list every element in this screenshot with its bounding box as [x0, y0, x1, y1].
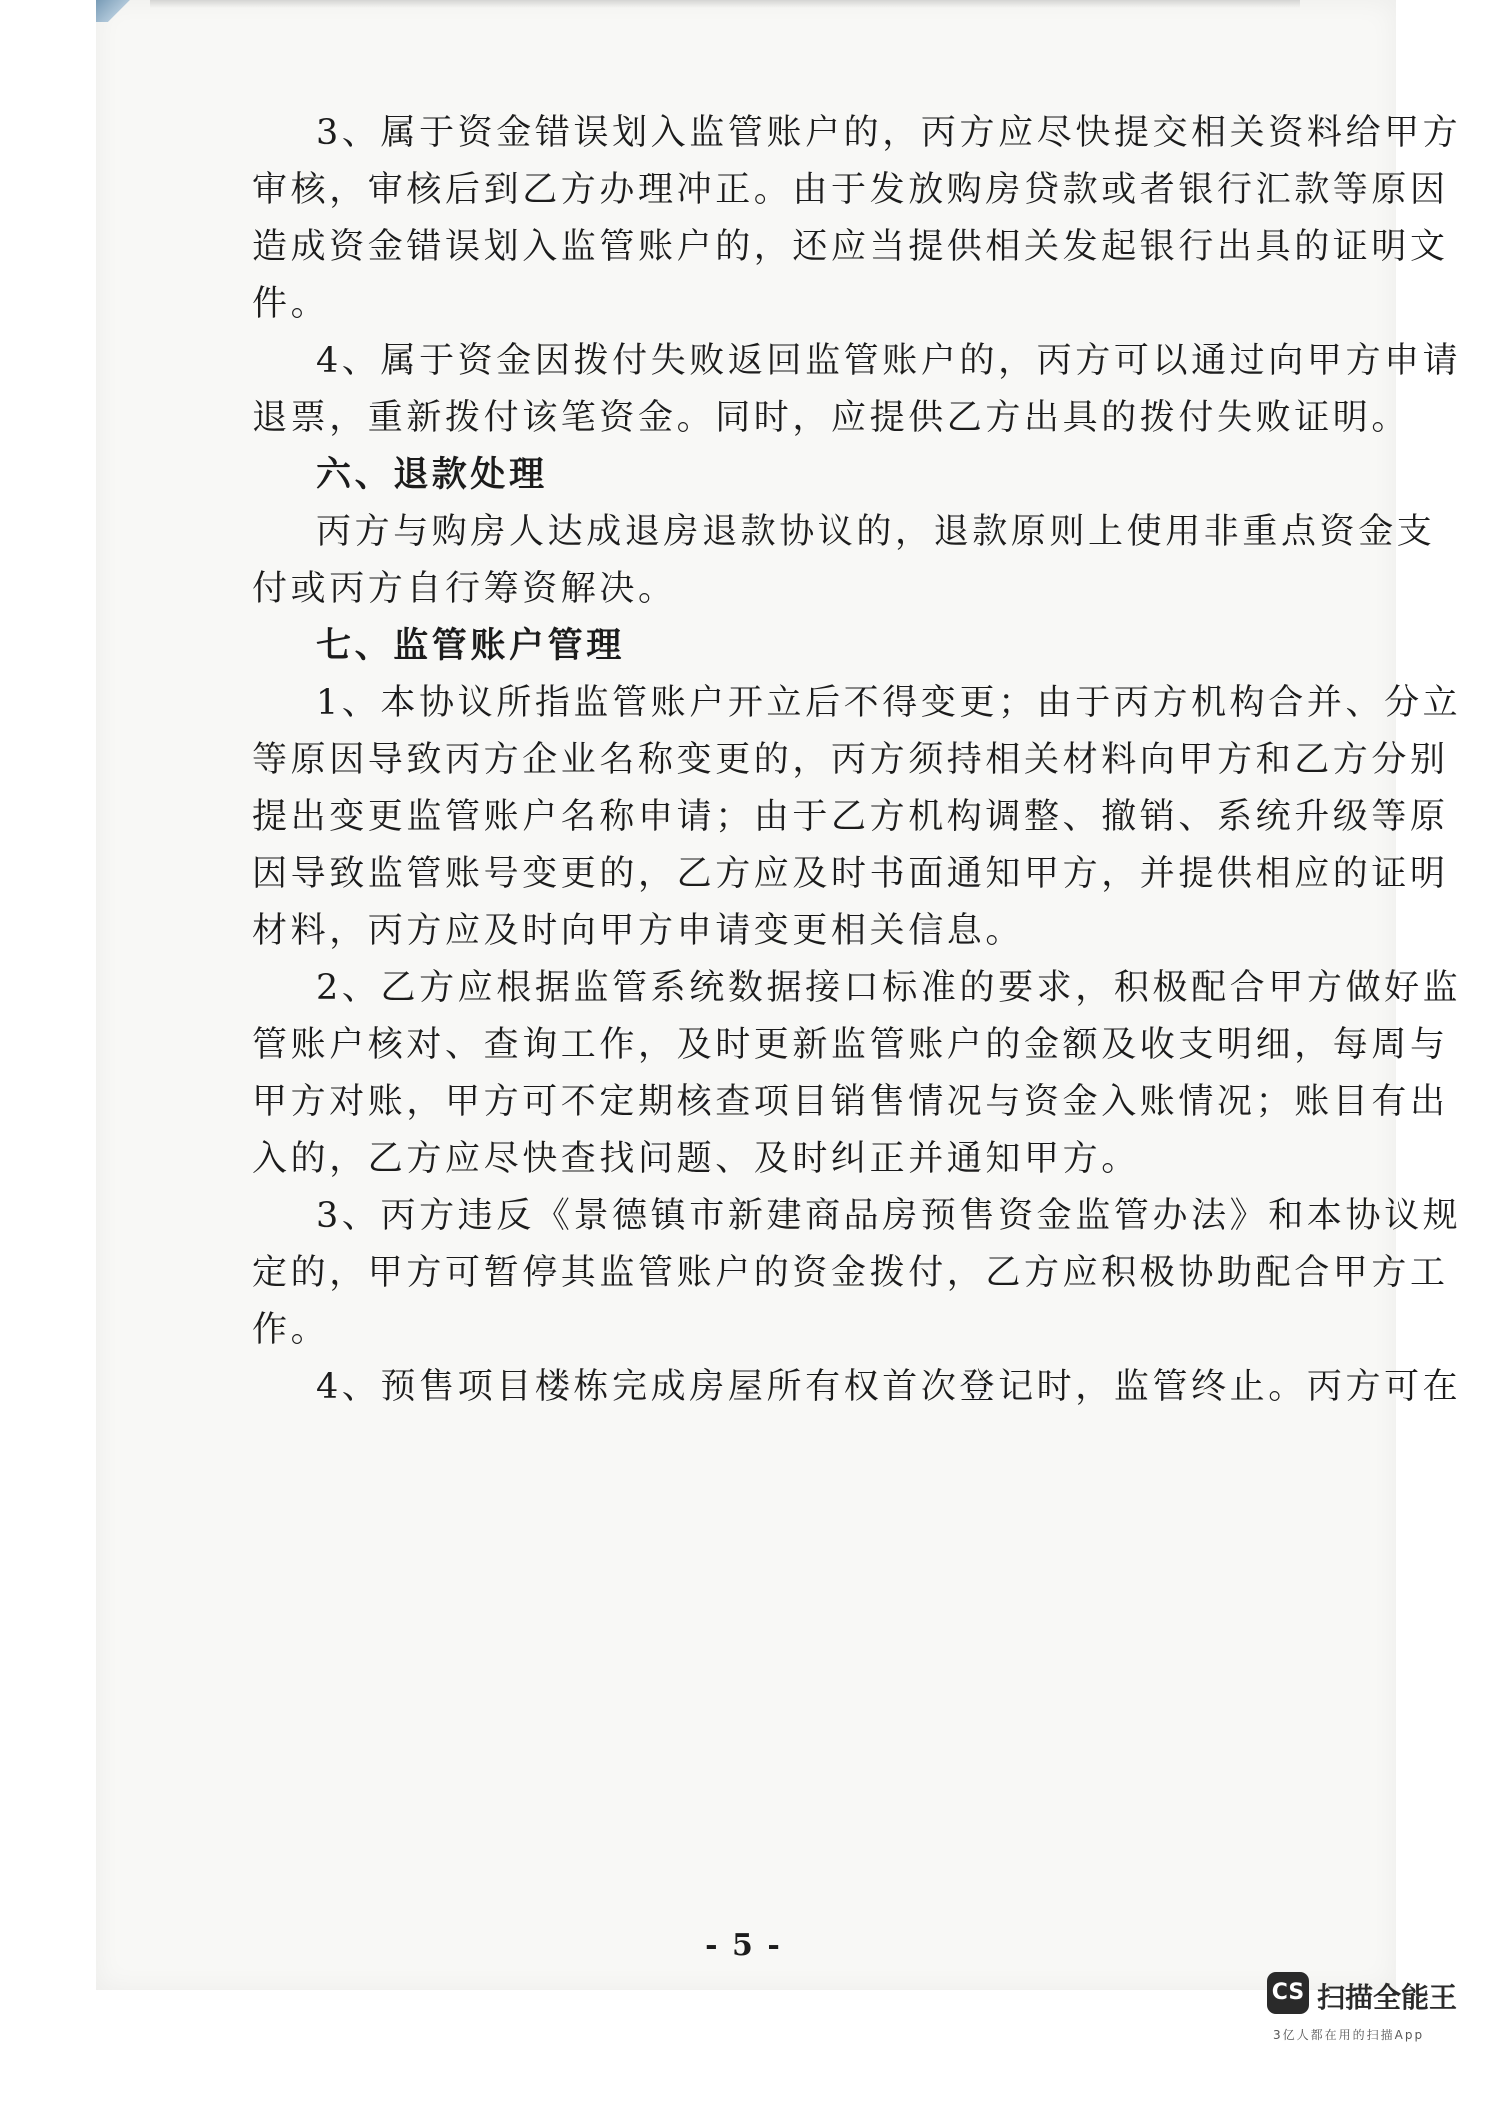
watermark-app-name: 扫描全能王: [1317, 1981, 1458, 2014]
body-line: 甲方对账，甲方可不定期核查项目销售情况与资金入账情况；账目有出: [252, 1082, 1449, 1122]
body-line: 入的，乙方应尽快查找问题、及时纠正并通知甲方。: [252, 1139, 1140, 1179]
body-line: 3、丙方违反《景德镇市新建商品房预售资金监管办法》和本协议规: [316, 1196, 1462, 1236]
scan-edge-shadow: [150, 0, 1300, 8]
camscanner-logo-icon: CS: [1267, 1972, 1309, 2014]
watermark-tagline: 3亿人都在用的扫描App: [1273, 2028, 1425, 2042]
body-line: 丙方与购房人达成退房退款协议的，退款原则上使用非重点资金支: [316, 512, 1436, 552]
body-line: 因导致监管账号变更的，乙方应及时书面通知甲方，并提供相应的证明: [252, 854, 1449, 894]
body-line: 造成资金错误划入监管账户的，还应当提供相关发起银行出具的证明文: [252, 227, 1449, 267]
body-line: 提出变更监管账户名称申请；由于乙方机构调整、撤销、系统升级等原: [252, 797, 1449, 837]
scan-corner-mark: [96, 0, 130, 22]
section-heading-refund: 六、退款处理: [316, 454, 548, 495]
body-line: 件。: [252, 284, 330, 324]
body-line: 等原因导致丙方企业名称变更的，丙方须持相关材料向甲方和乙方分别: [252, 740, 1449, 780]
body-line: 作。: [252, 1310, 330, 1350]
body-line: 审核，审核后到乙方办理冲正。由于发放购房贷款或者银行汇款等原因: [252, 170, 1449, 210]
body-line: 4、属于资金因拨付失败返回监管账户的，丙方可以通过向甲方申请: [316, 341, 1462, 381]
page-number: - 5 -: [705, 1928, 782, 1963]
body-line: 材料，丙方应及时向甲方申请变更相关信息。: [252, 911, 1025, 951]
body-line: 定的，甲方可暂停其监管账户的资金拨付，乙方应积极协助配合甲方工: [252, 1253, 1449, 1293]
body-line: 4、预售项目楼栋完成房屋所有权首次登记时，监管终止。丙方可在: [316, 1367, 1462, 1407]
body-line: 付或丙方自行筹资解决。: [252, 569, 677, 609]
scanner-watermark: [1267, 1972, 1463, 2072]
body-line: 退票，重新拨付该笔资金。同时，应提供乙方出具的拨付失败证明。: [252, 398, 1411, 438]
section-heading-account-management: 七、监管账户管理: [316, 625, 625, 666]
body-line: 1、本协议所指监管账户开立后不得变更；由于丙方机构合并、分立: [316, 683, 1462, 723]
body-line: 管账户核对、查询工作，及时更新监管账户的金额及收支明细，每周与: [252, 1025, 1449, 1065]
body-line: 3、属于资金错误划入监管账户的，丙方应尽快提交相关资料给甲方: [316, 113, 1462, 153]
body-line: 2、乙方应根据监管系统数据接口标准的要求，积极配合甲方做好监: [316, 968, 1462, 1008]
